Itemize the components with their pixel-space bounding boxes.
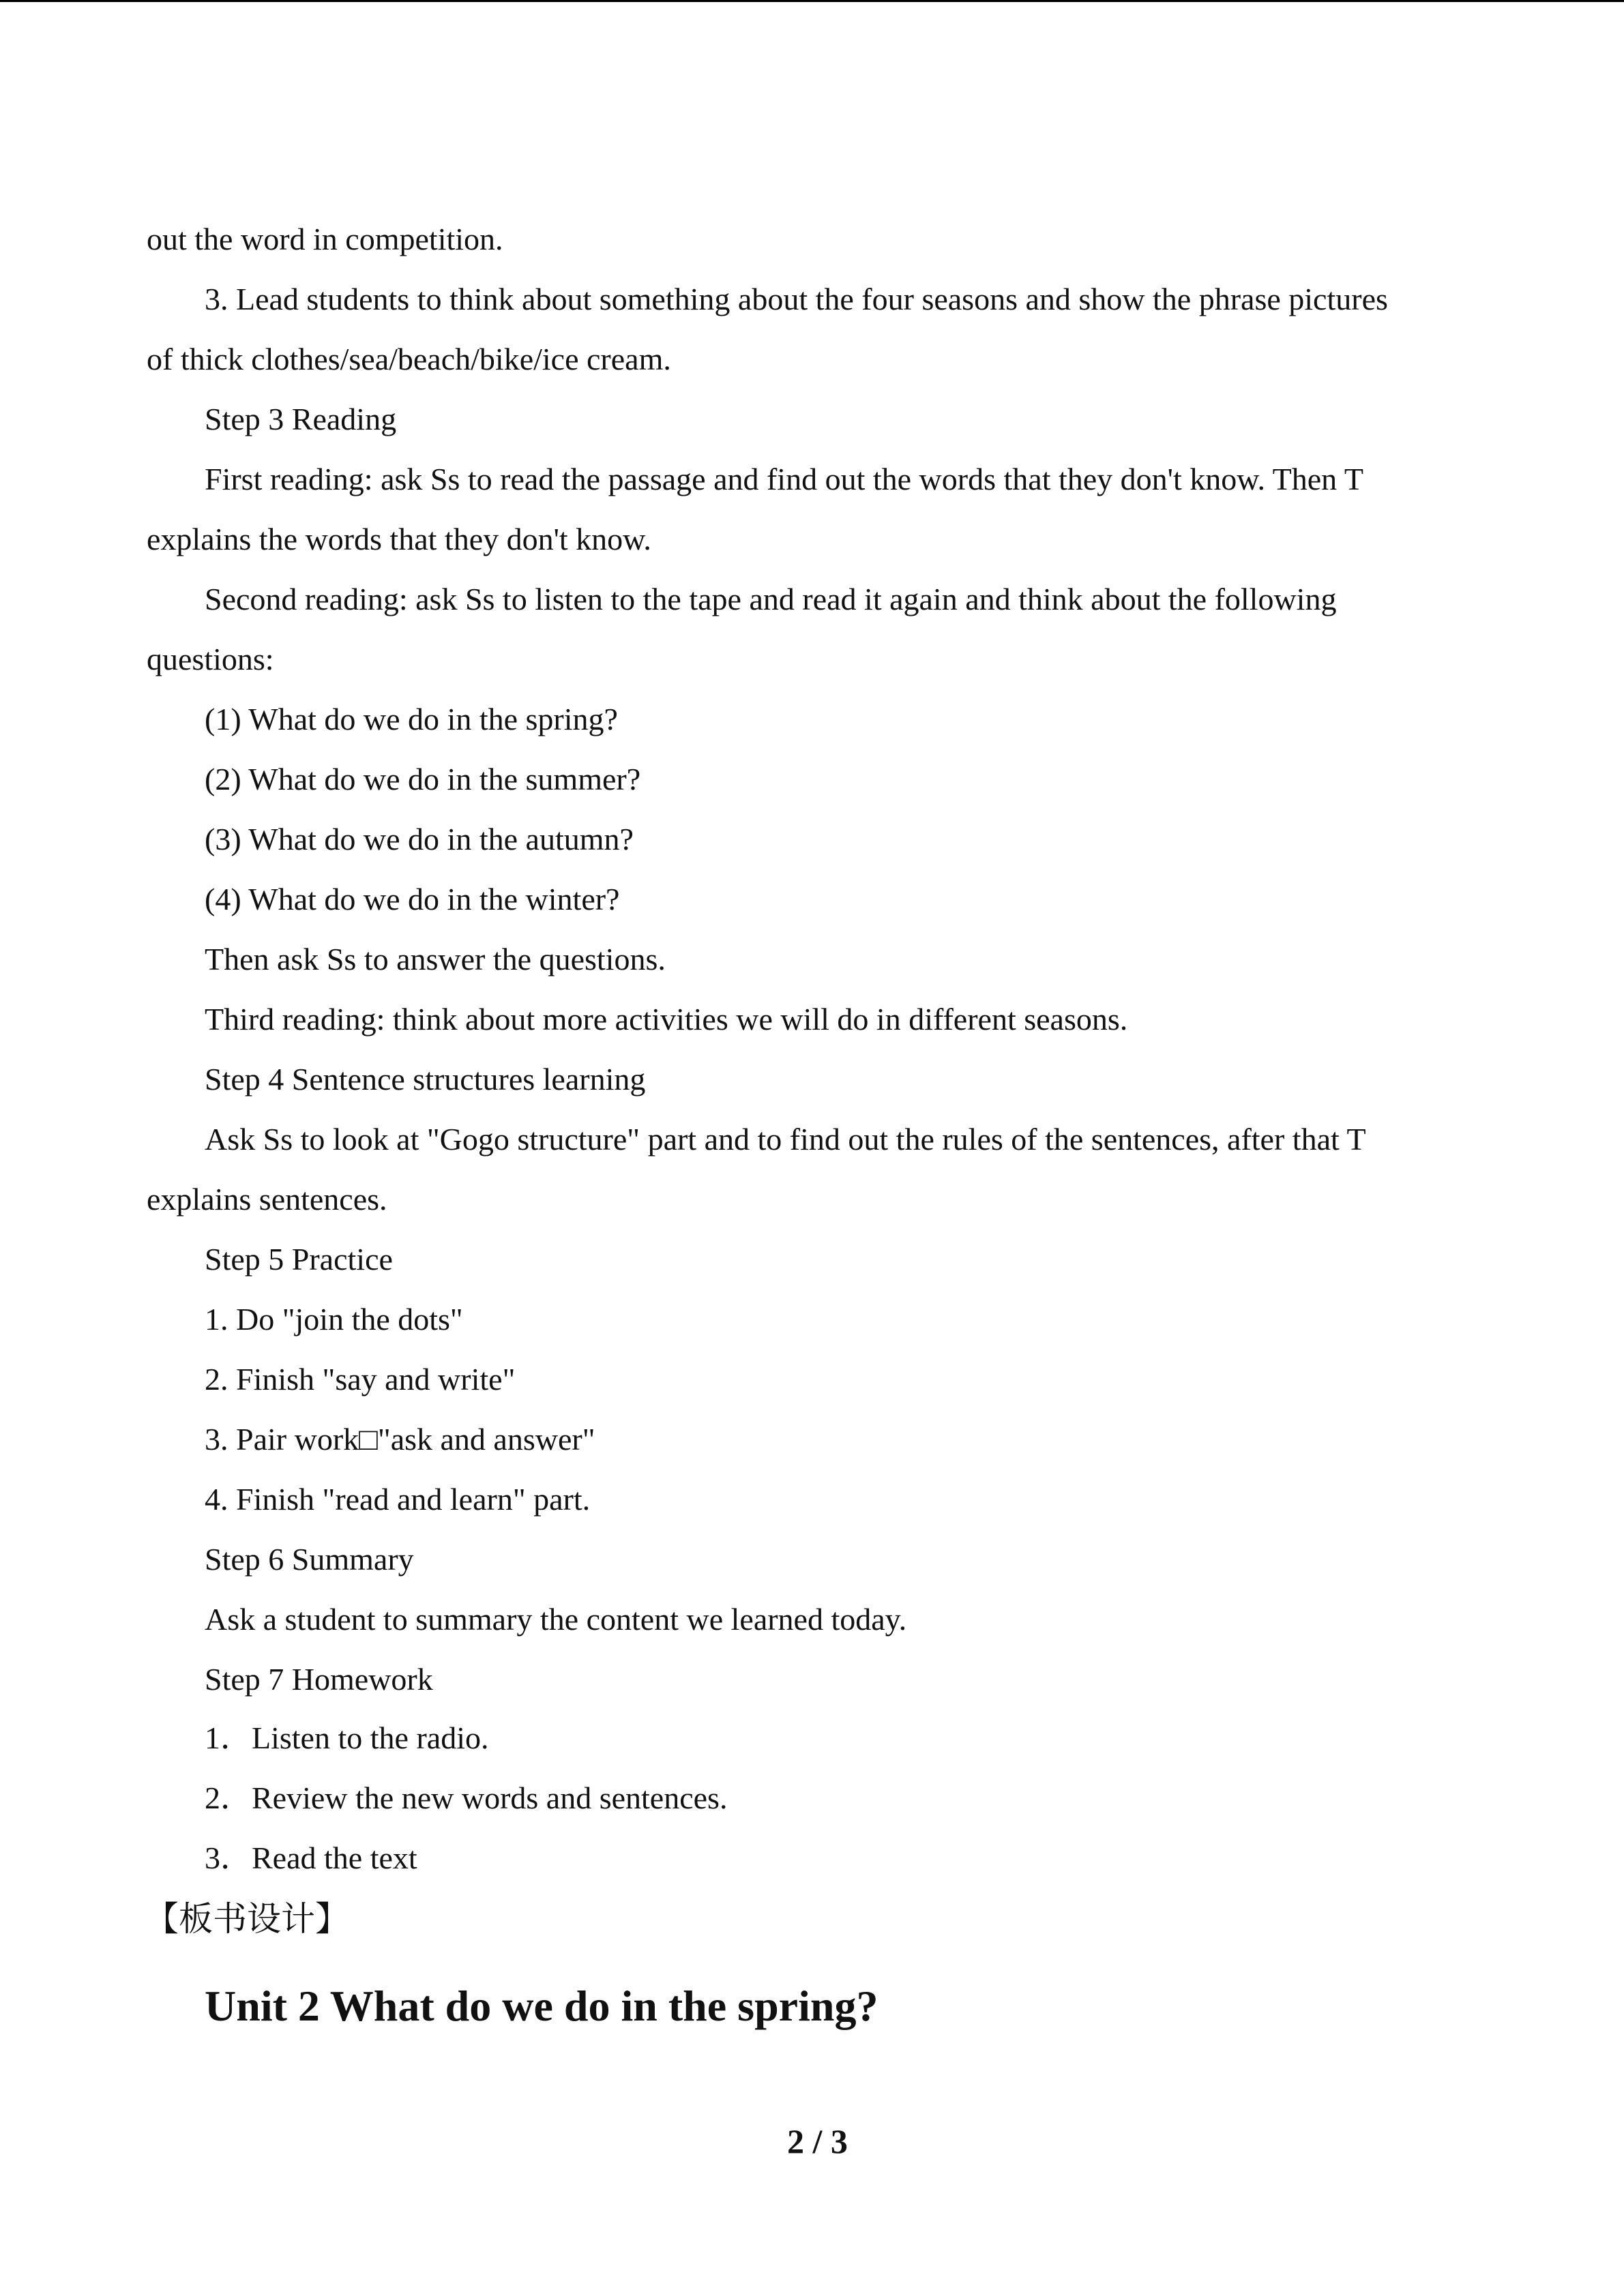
unit-title: Unit 2 What do we do in the spring?: [205, 1982, 879, 2030]
homework-item: 3．Read the text: [205, 1840, 417, 1875]
step-heading: Step 4 Sentence structures learning: [205, 1062, 646, 1097]
text-line: out the word in competition.: [147, 222, 503, 256]
page-number: 2 / 3: [787, 2122, 848, 2160]
question-item: (3) What do we do in the autumn?: [205, 822, 634, 856]
text-line: questions:: [147, 642, 274, 676]
text-line: First reading: ask Ss to read the passage and find out the words that they don't know. Then T: [205, 462, 1363, 496]
homework-item: 1．Listen to the radio.: [205, 1720, 489, 1755]
text-line: Then ask Ss to answer the questions.: [205, 942, 666, 976]
text-line: Third reading: think about more activities we will do in different seasons.: [205, 1002, 1128, 1037]
step-heading: Step 3 Reading: [205, 402, 397, 436]
text-line: explains sentences.: [147, 1182, 387, 1217]
practice-item: 2. Finish "say and write": [205, 1362, 516, 1397]
text-line: 3. Lead students to think about something about the four seasons and show the phrase pictures: [205, 282, 1388, 316]
step-heading: Step 7 Homework: [205, 1662, 433, 1697]
text-line: Second reading: ask Ss to listen to the tape and read it again and think about the following: [205, 582, 1337, 616]
text-line: of thick clothes/sea/beach/bike/ice cream.: [147, 342, 671, 376]
text-line: Ask Ss to look at "Gogo structure" part and to find out the rules of the sentences, after that T: [205, 1122, 1366, 1157]
homework-item: 2．Review the new words and sentences.: [205, 1780, 728, 1815]
text-line: Ask a student to summary the content we learned today.: [205, 1602, 907, 1637]
text-line: explains the words that they don't know.: [147, 522, 651, 556]
question-item: (1) What do we do in the spring?: [205, 702, 618, 736]
question-item: (2) What do we do in the summer?: [205, 762, 641, 796]
board-design-heading: 【板书设计】: [145, 1899, 349, 1939]
practice-item: 4. Finish "read and learn" part.: [205, 1482, 591, 1517]
practice-item: 1. Do "join the dots": [205, 1302, 463, 1337]
practice-item: 3. Pair work□"ask and answer": [205, 1422, 595, 1457]
question-item: (4) What do we do in the winter?: [205, 882, 620, 916]
step-heading: Step 5 Practice: [205, 1242, 393, 1277]
page-top-border: [0, 0, 1624, 2]
step-heading: Step 6 Summary: [205, 1542, 414, 1577]
